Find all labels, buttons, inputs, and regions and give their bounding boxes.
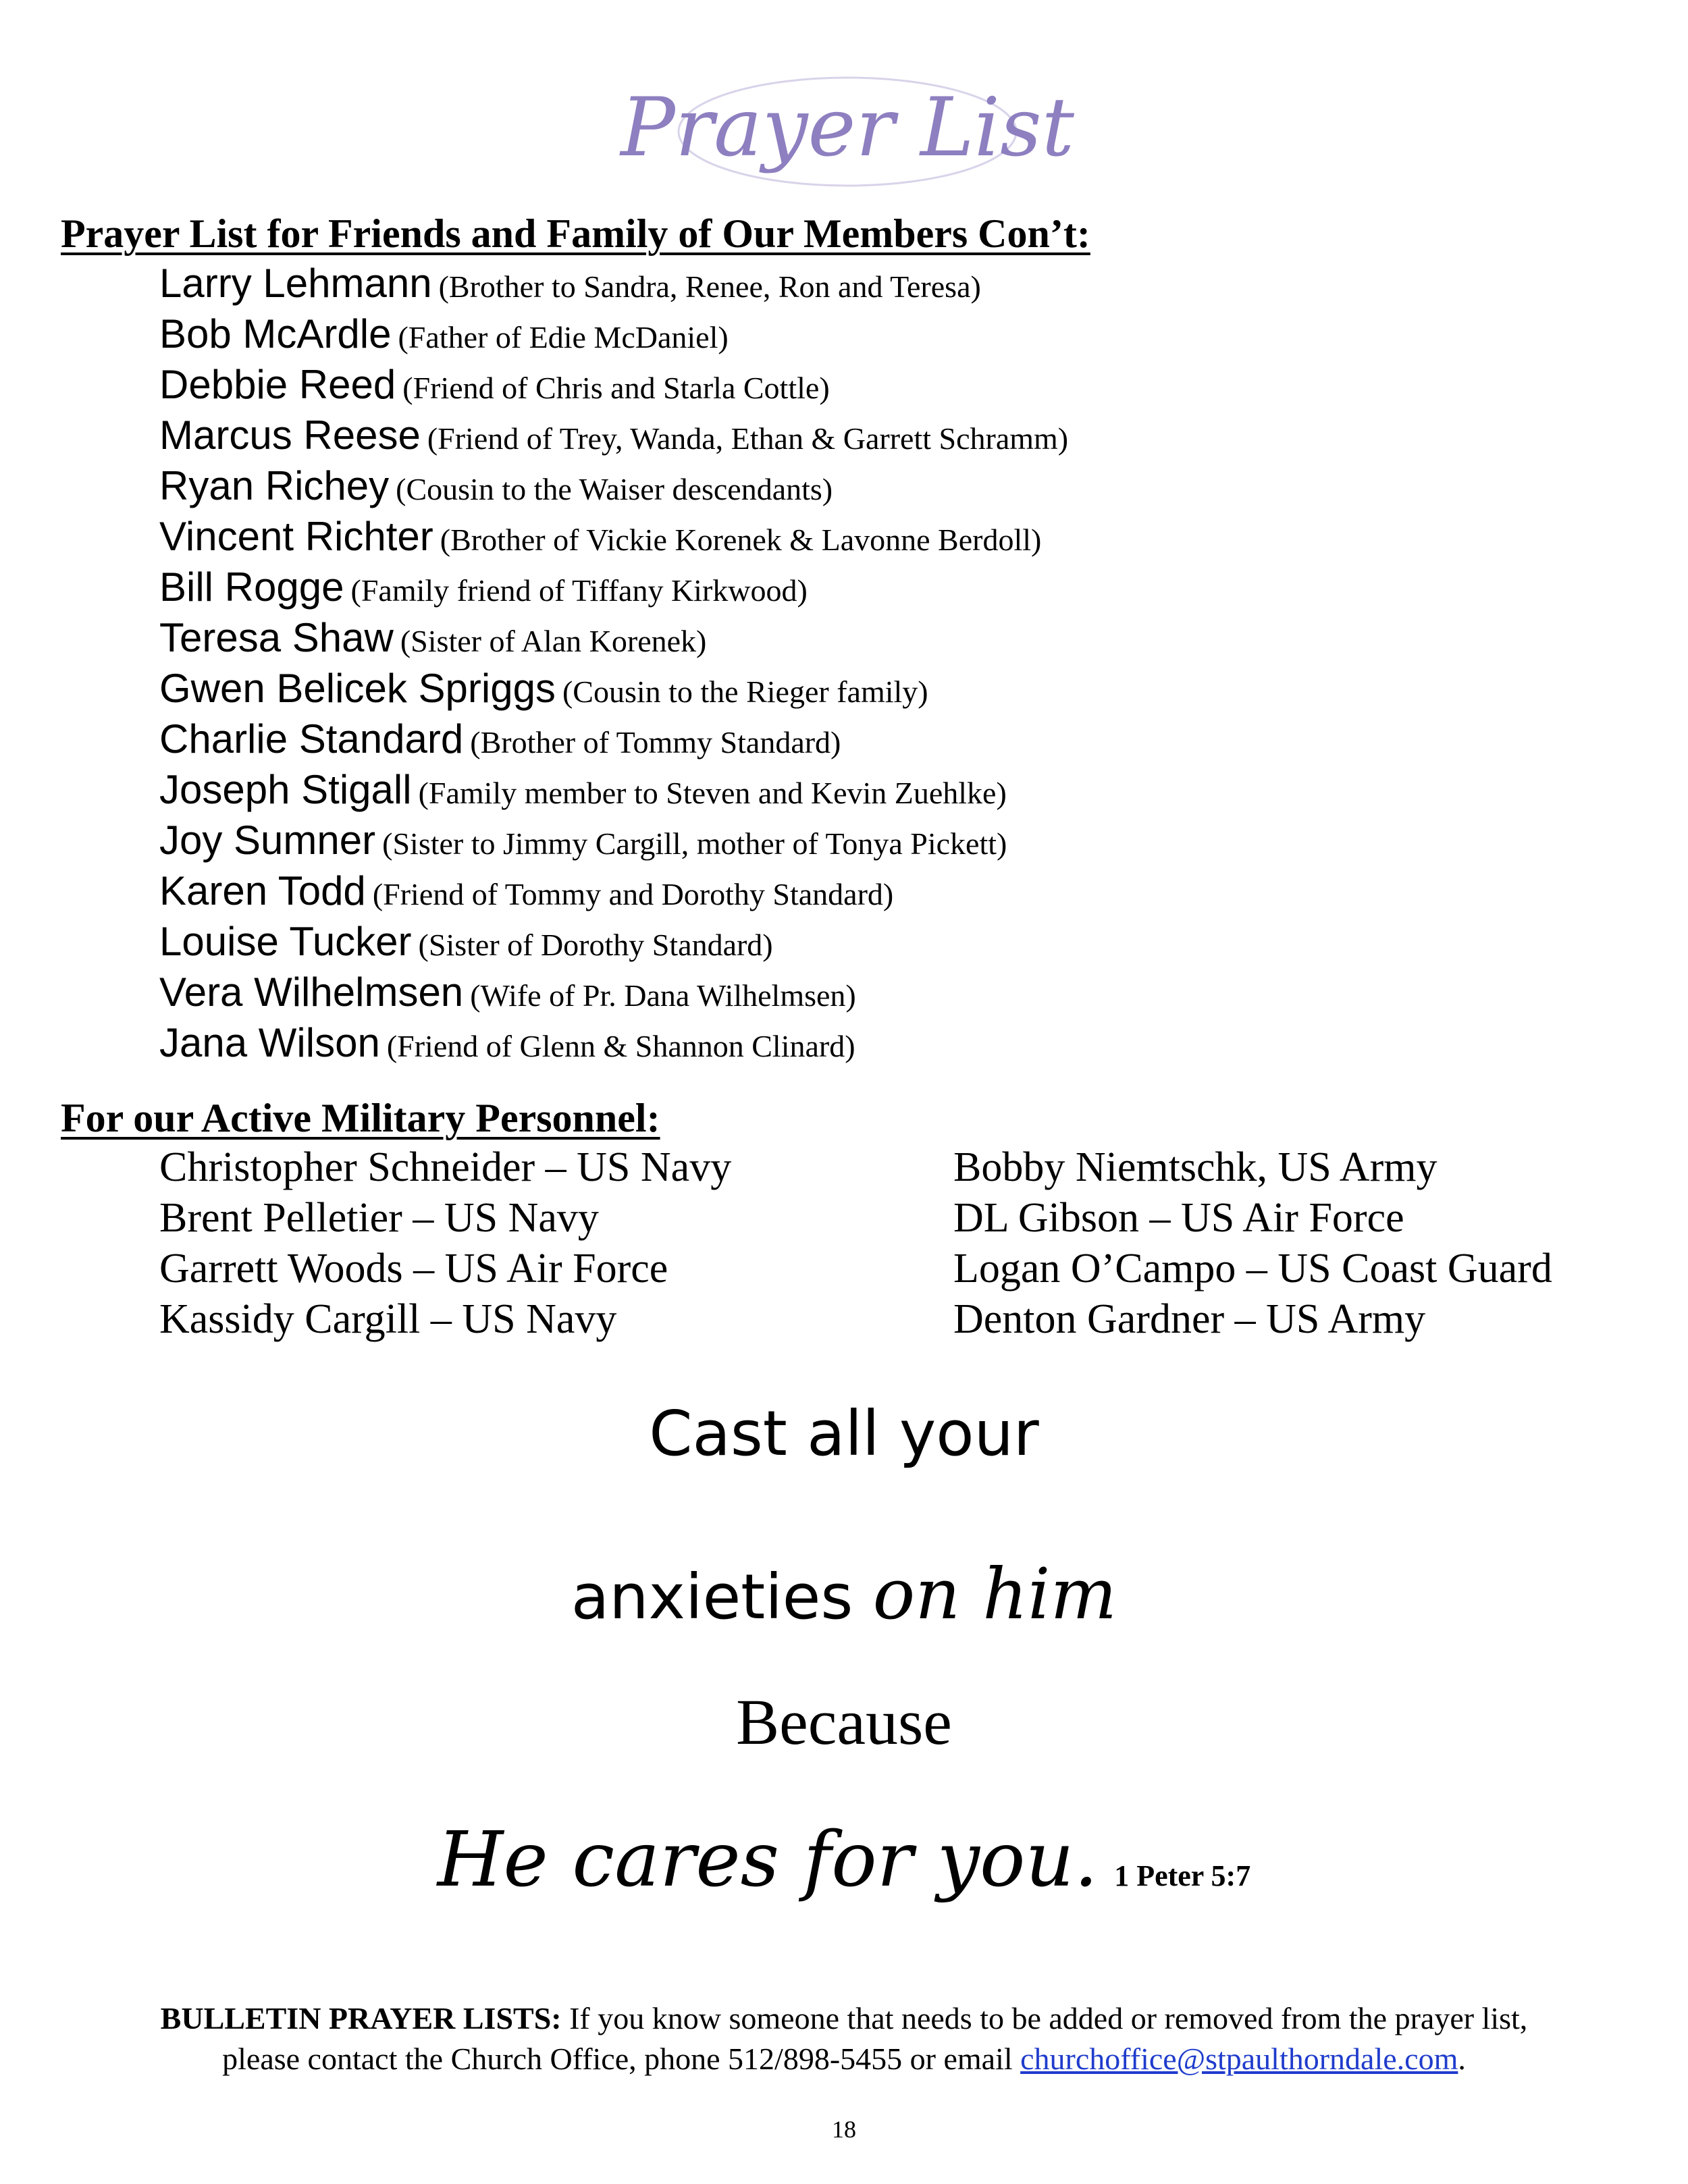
member-relation: (Brother of Vickie Korenek & Lavonne Berdoll): [440, 523, 1042, 557]
member-relation: (Brother to Sandra, Renee, Ron and Teresa): [438, 269, 981, 304]
member-name: Ryan Richey: [159, 463, 390, 508]
member-list-item: [159, 714, 1068, 764]
member-relation: (Sister of Dorothy Standard): [418, 928, 773, 962]
member-relation: (Friend of Trey, Wanda, Ethan & Garrett Schramm): [427, 421, 1069, 456]
military-person: Christopher Schneider – US Navy: [159, 1144, 732, 1190]
member-relation: (Friend of Chris and Starla Cottle): [402, 371, 830, 405]
verse-anxieties: anxieties: [571, 1561, 853, 1633]
footer-text-1: If you know someone that needs to be added or removed from the prayer list,: [561, 2001, 1528, 2035]
military-person: DL Gibson – US Air Force: [953, 1195, 1404, 1241]
member-list-item: [159, 309, 1068, 359]
member-name: Jana Wilson: [159, 1020, 380, 1065]
member-relation: (Friend of Glenn & Shannon Clinard): [386, 1029, 855, 1063]
member-list-item: [159, 258, 1068, 309]
member-relation: (Family member to Steven and Kevin Zuehlke): [418, 776, 1007, 810]
military-person: Brent Pelletier – US Navy: [159, 1195, 599, 1241]
verse-line-3: Because: [736, 1686, 952, 1758]
member-name: Bill Rogge: [159, 564, 344, 610]
member-list-item: [159, 764, 1068, 815]
footer-period: .: [1458, 2042, 1466, 2076]
member-name: Gwen Belicek Spriggs: [159, 666, 556, 711]
military-person: Bobby Niemtschk, US Army: [953, 1144, 1438, 1190]
military-list-right: [953, 1142, 1552, 1345]
member-list-item: [159, 916, 1068, 967]
military-person: Garrett Woods – US Air Force: [159, 1246, 668, 1291]
prayer-list-logo: [621, 54, 1074, 209]
member-list-item: [159, 865, 1068, 916]
member-name: Louise Tucker: [159, 919, 412, 964]
member-list-item: [159, 815, 1068, 865]
member-name: Teresa Shaw: [159, 615, 394, 660]
member-name: Karen Todd: [159, 868, 366, 913]
member-name: Vera Wilhelmsen: [159, 969, 464, 1015]
logo-text: Prayer List: [621, 81, 1074, 175]
member-list-item: [159, 1017, 1068, 1068]
member-relation: (Sister to Jimmy Cargill, mother of Tonya Pickett): [382, 826, 1007, 861]
member-name: Charlie Standard: [159, 716, 464, 762]
member-list-item: [159, 967, 1068, 1017]
military-person: Kassidy Cargill – US Navy: [159, 1296, 617, 1342]
member-relation: (Cousin to the Waiser descendants): [396, 472, 833, 506]
members-heading: Prayer List for Friends and Family of Our Members Con’t:: [61, 211, 1090, 256]
member-list-item: [159, 612, 1068, 663]
member-relation: (Sister of Alan Korenek): [400, 624, 707, 658]
member-list-item: [159, 511, 1068, 562]
member-relation: (Friend of Tommy and Dorothy Standard): [372, 877, 894, 911]
church-email-link[interactable]: churchoffice@stpaulthorndale.com: [1020, 2042, 1458, 2076]
member-name: Joy Sumner: [159, 818, 376, 863]
military-heading: For our Active Military Personnel:: [61, 1096, 660, 1140]
member-list-item: [159, 460, 1068, 511]
member-relation: (Brother of Tommy Standard): [470, 725, 841, 760]
member-relation: (Cousin to the Rieger family): [562, 674, 928, 709]
member-relation: (Father of Edie McDaniel): [398, 320, 729, 354]
member-name: Debbie Reed: [159, 362, 396, 407]
military-person: Logan O’Campo – US Coast Guard: [953, 1246, 1552, 1291]
military-list-left: [159, 1142, 731, 1345]
member-name: Larry Lehmann: [159, 261, 432, 306]
bulletin-footer: [0, 1998, 1688, 2079]
footer-text-2: please contact the Church Office, phone 512/898-5455 or email: [222, 2042, 1021, 2076]
member-name: Marcus Reese: [159, 412, 421, 458]
member-list-item: [159, 359, 1068, 410]
verse-line-2: [0, 1553, 1688, 1635]
page-number: 18: [832, 2116, 856, 2143]
member-name: Vincent Richter: [159, 514, 433, 559]
verse-line-4: [0, 1816, 1688, 1904]
member-name: Joseph Stigall: [159, 767, 412, 812]
verse-line-1: Cast all your: [649, 1397, 1039, 1470]
member-list-item: [159, 663, 1068, 714]
member-relation: (Wife of Pr. Dana Wilhelmsen): [470, 978, 856, 1013]
member-relation: (Family friend of Tiffany Kirkwood): [350, 573, 808, 608]
member-name: Bob McArdle: [159, 311, 392, 356]
footer-label: BULLETIN PRAYER LISTS:: [160, 2001, 562, 2035]
members-list: [159, 258, 1068, 1068]
verse-on-him: on him: [872, 1553, 1117, 1635]
military-person: Denton Gardner – US Army: [953, 1296, 1426, 1342]
verse-reference: 1 Peter 5:7: [1114, 1859, 1251, 1892]
verse-he-cares: He cares for you.: [437, 1816, 1099, 1904]
member-list-item: [159, 410, 1068, 460]
member-list-item: [159, 562, 1068, 612]
